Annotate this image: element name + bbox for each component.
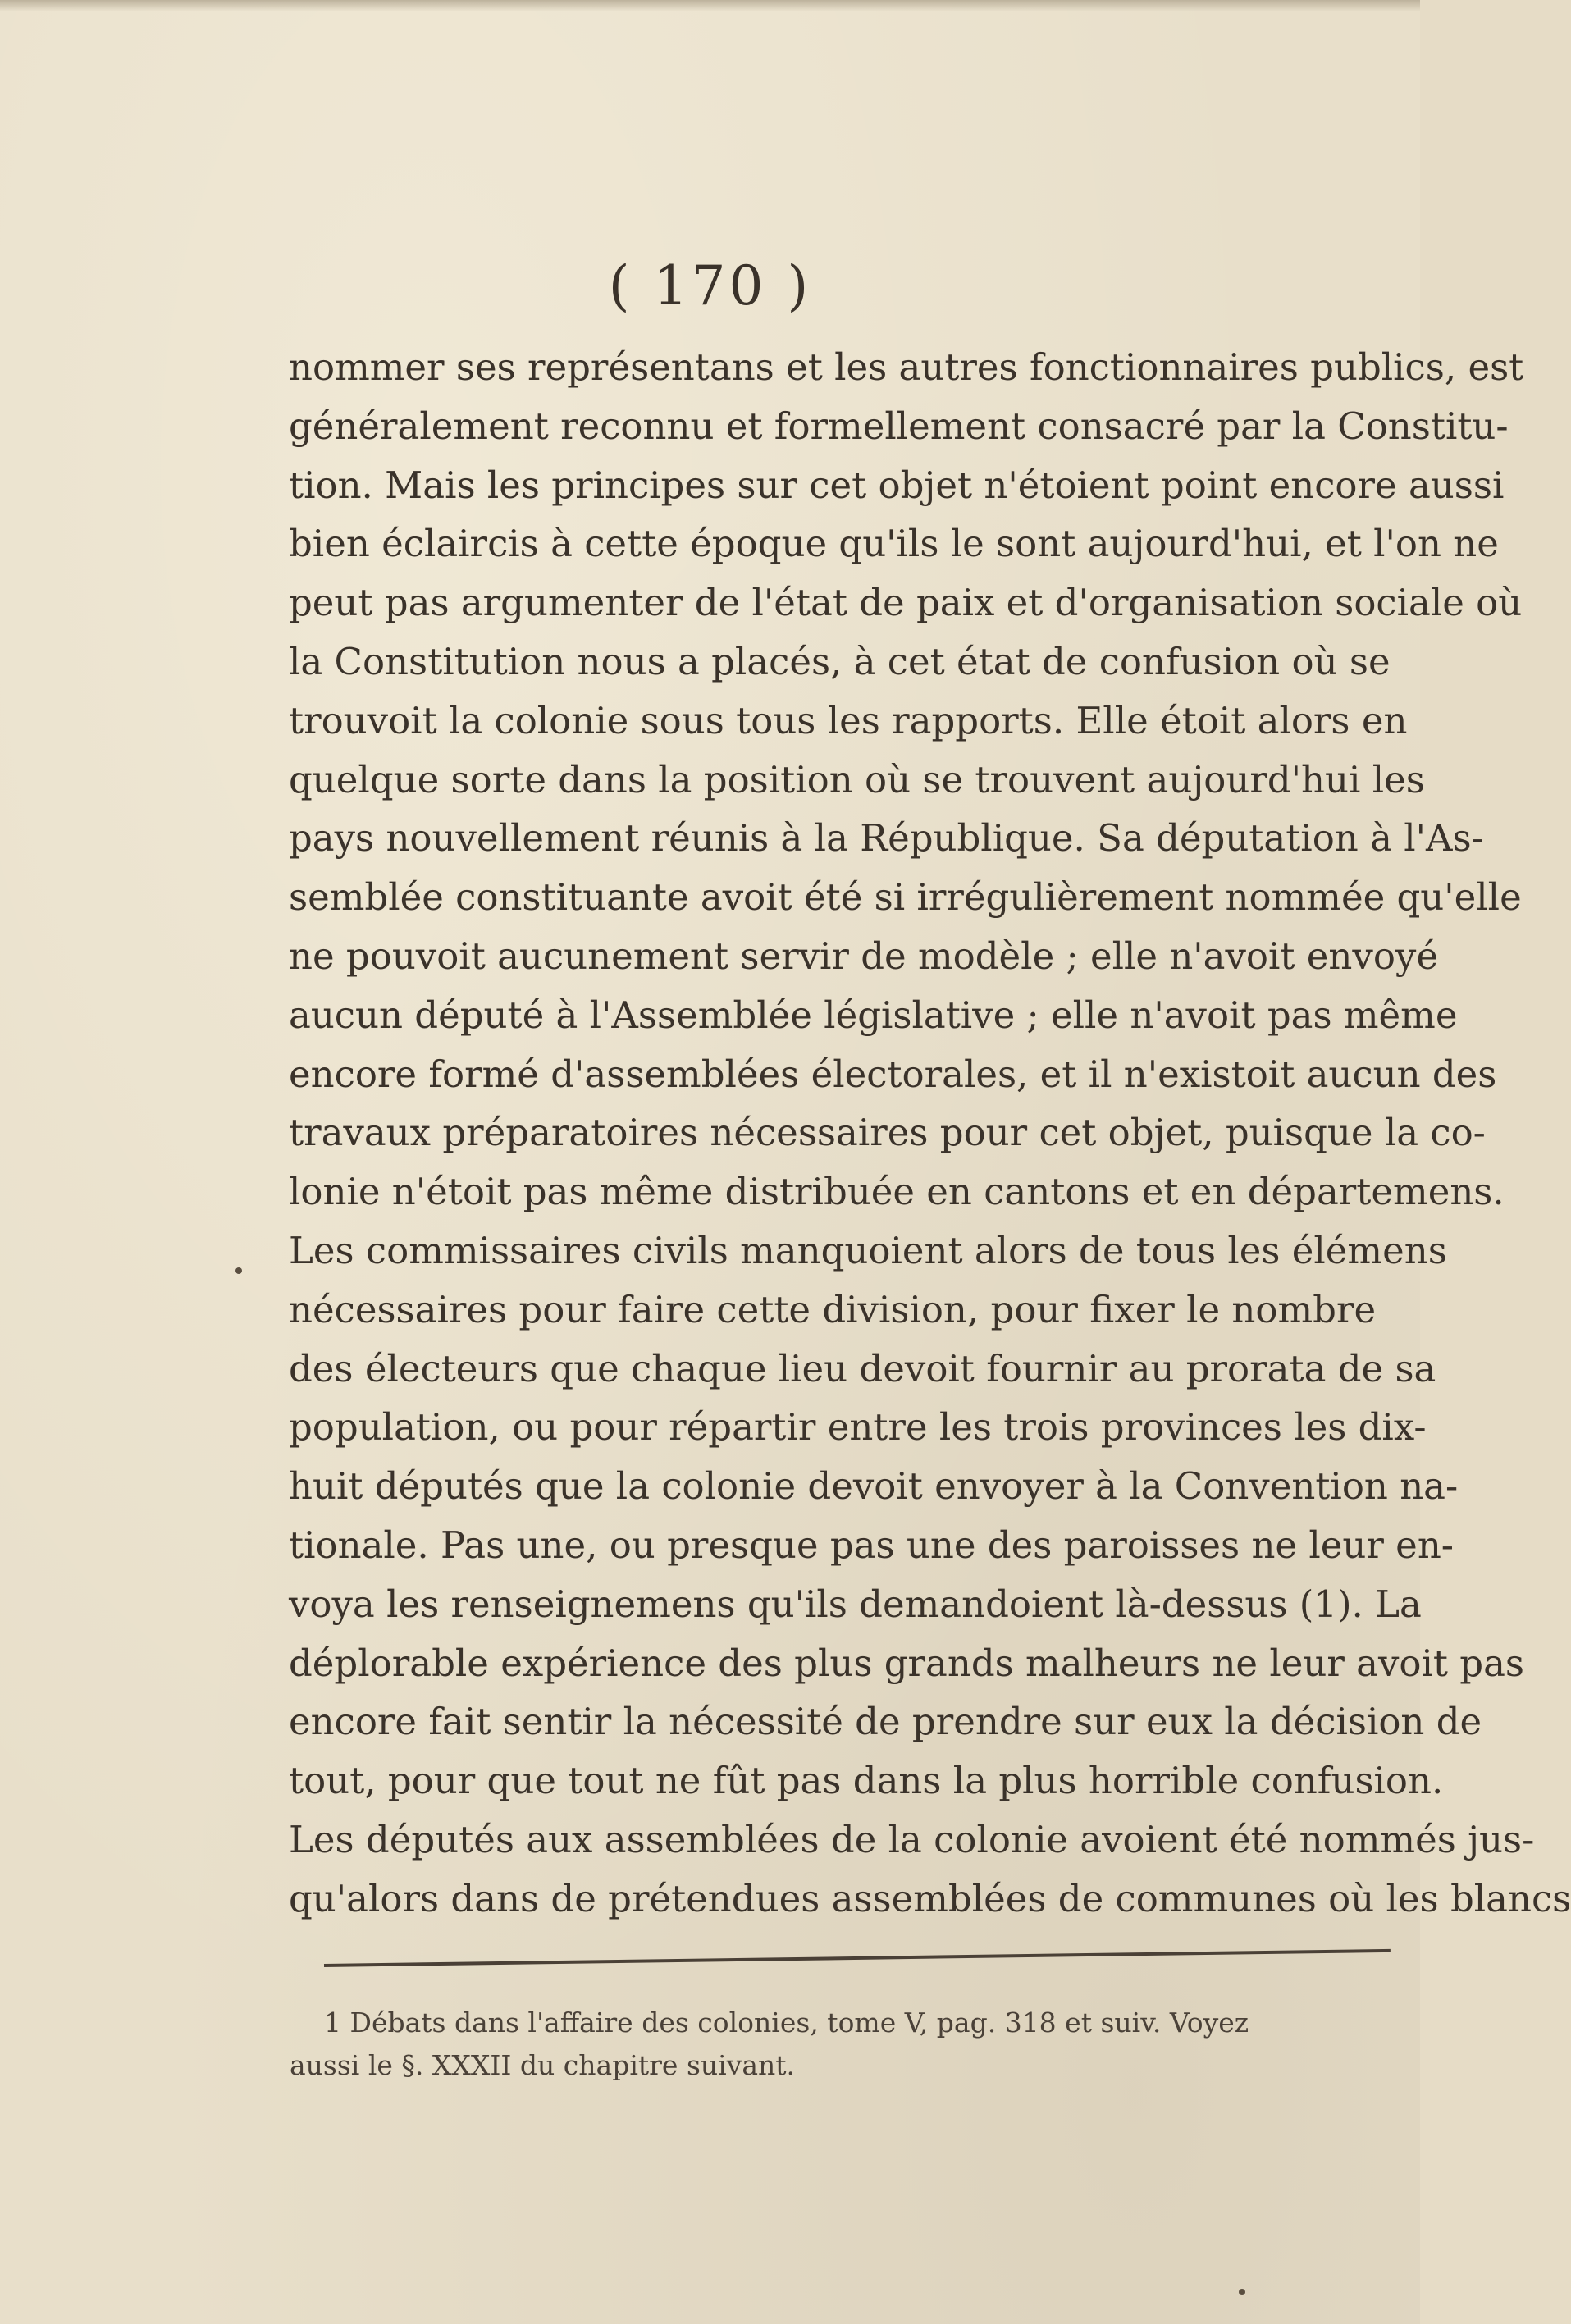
- text-line: trouvoit la colonie sous tous les rapports. Elle étoit alors en: [289, 698, 1408, 742]
- text-line: semblée constituante avoit été si irrégulièrement nommée qu'elle: [289, 875, 1522, 920]
- text-line: voya les renseignemens qu'ils demandoient là-dessus (1). La: [289, 1582, 1422, 1626]
- page-top-edge: [0, 0, 1420, 11]
- text-line: encore formé d'assemblées électorales, et il n'existoit aucun des: [289, 1052, 1497, 1096]
- text-line: ne pouvoit aucunement servir de modèle ; elle n'avoit envoyé: [289, 934, 1438, 978]
- text-line: encore fait sentir la nécessité de prendre sur eux la décision de: [289, 1700, 1482, 1744]
- footnote-line-2: aussi le §. XXXII du chapitre suivant.: [290, 2049, 796, 2081]
- text-line: des électeurs que chaque lieu devoit fournir au prorata de sa: [289, 1346, 1436, 1390]
- text-line: déplorable expérience des plus grands malheurs ne leur avoit pas: [289, 1641, 1525, 1685]
- footnote-rule: [324, 1949, 1391, 1967]
- text-line: travaux préparatoires nécessaires pour cet objet, puisque la co-: [289, 1111, 1486, 1155]
- text-line: bien éclaircis à cette époque qu'ils le sont aujourd'hui, et l'on ne: [289, 522, 1499, 566]
- text-line: tionale. Pas une, ou presque pas une des paroisses ne leur en-: [289, 1523, 1455, 1567]
- page-number: ( 170 ): [608, 254, 812, 317]
- text-line: Les députés aux assemblées de la colonie avoient été nommés jus-: [289, 1817, 1535, 1861]
- ink-speck: [1239, 2289, 1245, 2295]
- text-line: aucun député à l'Assemblée législative ; elle n'avoit pas même: [289, 993, 1458, 1037]
- text-line: tout, pour que tout ne fût pas dans la plus horrible confusion.: [289, 1759, 1444, 1803]
- text-line: la Constitution nous a placés, à cet état de confusion où se: [289, 639, 1391, 683]
- footnote-line-1: 1 Débats dans l'affaire des colonies, tome V, pag. 318 et suiv. Voyez: [324, 2007, 1249, 2039]
- text-line: lonie n'étoit pas même distribuée en cantons et en départemens.: [289, 1170, 1505, 1214]
- text-line: qu'alors dans de prétendues assemblées de communes où les blancs: [289, 1876, 1571, 1920]
- text-line: tion. Mais les principes sur cet objet n'étoient point encore aussi: [289, 463, 1505, 507]
- footnote: [290, 2002, 1407, 2087]
- text-line: nécessaires pour faire cette division, pour fixer le nombre: [289, 1287, 1377, 1331]
- text-line: population, ou pour répartir entre les trois provinces les dix-: [289, 1405, 1427, 1450]
- text-line: huit députés que la colonie devoit envoyer à la Convention na-: [289, 1464, 1459, 1509]
- text-line: peut pas argumenter de l'état de paix et d'organisation sociale où: [289, 581, 1523, 625]
- text-line: Les commissaires civils manquoient alors de tous les élémens: [289, 1228, 1447, 1272]
- text-line: pays nouvellement réunis à la République. Sa députation à l'As-: [289, 816, 1484, 861]
- text-line: généralement reconnu et formellement consacré par la Constitu-: [289, 404, 1509, 448]
- text-line: nommer ses représentans et les autres fonctionnaires publics, est: [289, 345, 1524, 389]
- text-line: quelque sorte dans la position où se trouvent aujourd'hui les: [289, 757, 1425, 801]
- body-text: [289, 338, 1571, 1929]
- ink-speck: [235, 1267, 242, 1274]
